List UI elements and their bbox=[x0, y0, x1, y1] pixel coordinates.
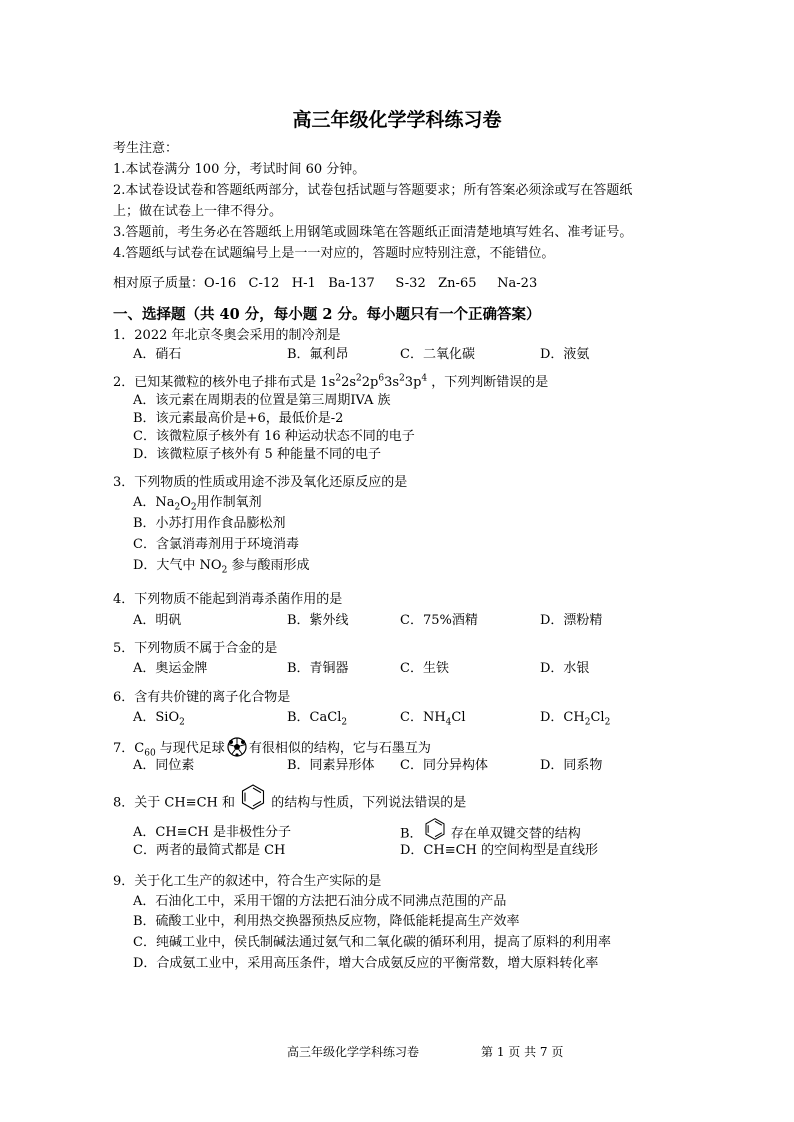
option-c: C．含氯消毒剂用于环境消毒 bbox=[133, 537, 299, 552]
option-c: C．二氧化碳 bbox=[400, 347, 475, 362]
atomic-mass-value: O-16 bbox=[204, 276, 237, 291]
option-a: A．同位素 bbox=[133, 758, 195, 773]
atomic-mass-label: 相对原子质量： bbox=[113, 276, 205, 291]
notice-item: 4.答题纸与试卷在试题编号上是一一对应的，答题时应特别注意，不能错位。 bbox=[113, 246, 555, 261]
option-c: C．75%酒精 bbox=[400, 613, 478, 628]
atomic-mass-value: S-32 bbox=[395, 276, 426, 291]
option-c: C．该微粒原子核外有 16 种运动状态不同的电子 bbox=[133, 429, 415, 444]
option-a: A．石油化工中，采用干馏的方法把石油分成不同沸点范围的产品 bbox=[133, 894, 507, 909]
option-c: C．$NH_4Cl$ bbox=[400, 710, 466, 728]
atomic-mass-value: Ba-137 bbox=[328, 276, 375, 291]
option-a: A．SiO$_2$ bbox=[133, 710, 185, 728]
option-b: B．硫酸工业中，利用热交换器预热反应物，降低能耗提高生产效率 bbox=[133, 914, 520, 929]
option-a: A．奥运金牌 bbox=[133, 661, 208, 676]
option-a: A．明矾 bbox=[133, 613, 182, 628]
option-d: D．漂粉精 bbox=[540, 613, 603, 628]
section-heading: 一、选择题（共 40 分，每小题 2 分。每小题只有一个正确答案） bbox=[113, 306, 541, 323]
atomic-mass-value: C-12 bbox=[248, 276, 280, 291]
option-c: C．纯碱工业中，侯氏制碱法通过氨气和二氧化碳的循环利用，提高了原料的利用率 bbox=[133, 935, 611, 950]
page-title: 高三年级化学学科练习卷 bbox=[292, 109, 502, 131]
question-stem: 3．下列物质的性质或用途不涉及氧化还原反应的是 bbox=[113, 475, 408, 490]
option-d: D．$CH_2Cl_2$ bbox=[540, 710, 611, 728]
question-stem: 9．关于化工生产的叙述中，符合生产实际的是 bbox=[113, 874, 382, 889]
notice-item: 上；做在试卷上一律不得分。 bbox=[113, 204, 283, 219]
option-d: D．液氨 bbox=[540, 347, 590, 362]
option-c: C．生铁 bbox=[400, 661, 449, 676]
question-stem: 5．下列物质不属于合金的是 bbox=[113, 641, 278, 656]
atomic-mass-value: H-1 bbox=[291, 276, 316, 291]
option-d: D．CH≡CH 的空间构型是直线形 bbox=[400, 843, 599, 858]
benzene-icon bbox=[239, 783, 267, 823]
footer-page-number: 第 1 页 共 7 页 bbox=[481, 1045, 564, 1059]
footer-title: 高三年级化学学科练习卷 bbox=[287, 1045, 420, 1059]
question-stem: 8．关于 CH≡CH 和 的结构与性质，下列说法错误的是 bbox=[113, 783, 466, 813]
question-stem: 6．含有共价键的离子化合物是 bbox=[113, 690, 291, 705]
option-b: B．青铜器 bbox=[287, 661, 349, 676]
question-stem: 2．已知某微粒的核外电子排布式是 $1s^22s^22p^63s^23p^4$ ，下列判断错误的是 bbox=[113, 373, 549, 390]
question-stem: 1．2022 年北京冬奥会采用的制冷剂是 bbox=[113, 328, 341, 343]
option-b: B． 存在单双键交替的结构 bbox=[400, 817, 581, 843]
soccer-ball-icon bbox=[227, 737, 247, 757]
notice-heading: 考生注意： bbox=[113, 141, 179, 156]
option-c: C．同分异构体 bbox=[400, 758, 488, 773]
atomic-mass-value: Na-23 bbox=[497, 276, 538, 291]
option-a: A．$Na_2O_2$用作制氧剂 bbox=[133, 495, 262, 513]
option-b: B．同素异形体 bbox=[287, 758, 375, 773]
notice-item: 1.本试卷满分 100 分，考试时间 60 分钟。 bbox=[113, 162, 366, 177]
option-b: B．该元素最高价是+6，最低价是-2 bbox=[133, 411, 344, 426]
notice-item: 3.答题前，考生务必在答题纸上用钢笔或圆珠笔在答题纸正面清楚地填写姓名、准考证号。 bbox=[113, 225, 633, 240]
option-a: A．该元素在周期表的位置是第三周期IVA 族 bbox=[133, 393, 391, 408]
option-d: D．同系物 bbox=[540, 758, 603, 773]
option-a: A．硝石 bbox=[133, 347, 182, 362]
notice-item: 2.本试卷设试卷和答题纸两部分，试卷包括试题与答题要求；所有答案必须涂或写在答题纸 bbox=[113, 183, 633, 198]
option-b: B．小苏打用作食品膨松剂 bbox=[133, 516, 286, 531]
option-b: B．紫外线 bbox=[287, 613, 349, 628]
option-d: D．该微粒原子核外有 5 种能量不同的电子 bbox=[133, 447, 381, 462]
option-b: B．氟利昂 bbox=[287, 347, 349, 362]
atomic-mass-value: Zn-65 bbox=[438, 276, 477, 291]
option-d: D．水银 bbox=[540, 661, 590, 676]
option-c: C．两者的最简式都是 CH bbox=[133, 843, 286, 858]
atomic-mass-line bbox=[113, 275, 537, 292]
option-b: B．CaCl$_2$ bbox=[287, 710, 348, 728]
question-stem: 7．$C_{60}$ 与现代足球 有很相似的结构，它与石墨互为 bbox=[113, 737, 431, 757]
question-stem: 4．下列物质不能起到消毒杀菌作用的是 bbox=[113, 592, 343, 607]
option-d: D．合成氨工业中，采用高压条件，增大合成氨反应的平衡常数，增大原料转化率 bbox=[133, 956, 599, 971]
option-d: D．大气中 $NO_2$ 参与酸雨形成 bbox=[133, 558, 310, 576]
option-a: A．CH≡CH 是非极性分子 bbox=[133, 825, 291, 840]
